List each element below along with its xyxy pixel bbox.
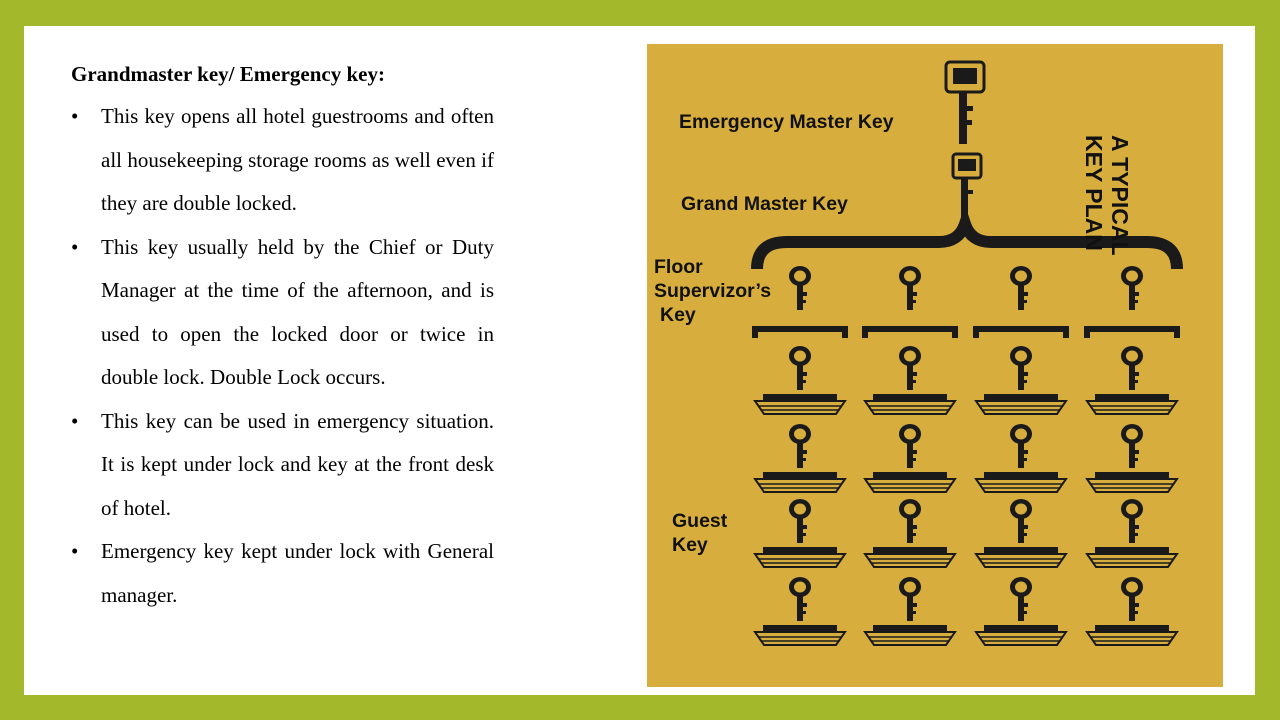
floor-supervisor-key-label [654, 255, 771, 327]
bullet-text: This key can be used in emergency situation. It is kept under lock and key at the front desk of hotel. [101, 408, 494, 520]
slide-heading: Grandmaster key/ Emergency key: [71, 62, 385, 86]
guest-key-holder [865, 547, 955, 567]
emergency-key-tooth [967, 120, 972, 125]
emergency-key-bow [953, 68, 977, 84]
guest-key-holder [755, 547, 845, 567]
bullet-list [71, 95, 494, 617]
grand-master-key-label: Grand Master Key [681, 193, 848, 215]
guest-key-icon [899, 499, 921, 543]
supervisor-brace [1087, 329, 1177, 338]
guest-key-holder [1087, 547, 1177, 567]
guest-key-icon [1121, 346, 1143, 390]
bullet-item [71, 530, 494, 617]
supervisor-brace [755, 329, 845, 338]
slide [24, 26, 1255, 695]
floor-label-line1: Floor [654, 256, 703, 278]
guest-key-holder [1087, 625, 1177, 645]
guest-key-icon [899, 577, 921, 621]
supervisor-brace [976, 329, 1066, 338]
guest-key-holder [976, 472, 1066, 492]
floor-label-line2: Supervizor’s [654, 280, 772, 302]
guest-key-holder [755, 625, 845, 645]
bullet-dot-icon: • [71, 539, 79, 563]
grand-key-bow [958, 159, 976, 171]
guest-label-line1: Guest [672, 510, 728, 532]
grand-key-tooth [968, 190, 973, 194]
bullet-item [71, 95, 494, 226]
guest-key-icon [899, 346, 921, 390]
guest-key-holder [976, 625, 1066, 645]
guest-key-holder [976, 394, 1066, 414]
bullet-dot-icon: • [71, 104, 79, 128]
guest-key-icon [1010, 346, 1032, 390]
bullet-dot-icon: • [71, 408, 79, 433]
guest-key-icon [1010, 424, 1032, 468]
guest-key-icon [899, 424, 921, 468]
guest-key-holder [976, 547, 1066, 567]
guest-key-icon [1121, 499, 1143, 543]
key-plan-figure [647, 44, 1223, 687]
guest-label-line2: Key [672, 534, 708, 556]
emergency-master-key-label: Emergency Master Key [679, 111, 894, 133]
guest-key-icon [1121, 424, 1143, 468]
guest-key-icon [789, 577, 811, 621]
guest-key-icon [789, 499, 811, 543]
bullet-dot-icon: • [71, 234, 79, 259]
floor-supervisor-key-icon [1121, 266, 1143, 310]
key-plan-diagram [647, 44, 1223, 687]
guest-key-icon [1010, 577, 1032, 621]
supervisor-brace [865, 329, 955, 338]
guest-key-holder [865, 625, 955, 645]
emergency-key-tooth [967, 106, 973, 111]
guest-key-icon [789, 346, 811, 390]
guest-key-holder [865, 472, 955, 492]
bullet-text: Emergency key kept under lock with General manager. [101, 539, 494, 607]
key-plan-title [1081, 135, 1133, 265]
guest-key-holder [1087, 394, 1177, 414]
floor-supervisor-key-icon [899, 266, 921, 310]
floor-supervisor-key-icon [1010, 266, 1032, 310]
title-line1: A TYPICAL [1107, 135, 1133, 256]
emergency-key-blade [959, 92, 967, 144]
guest-key-holder [865, 394, 955, 414]
guest-key-icon [1121, 577, 1143, 621]
guest-key-label [672, 509, 727, 557]
bullet-text: This key usually held by the Chief or Duty Manager at the time of the afternoon, and is used to open the locked door or twice in double lock. Double Lock occurs. [101, 234, 494, 389]
bullet-item [71, 226, 494, 400]
guest-key-holder [755, 394, 845, 414]
guest-key-icon [1010, 499, 1032, 543]
bullet-text: This key opens all hotel guestrooms and often all housekeeping storage rooms as well even if they are double locked. [101, 104, 494, 215]
guest-key-icon [789, 424, 811, 468]
bullet-item [71, 400, 494, 531]
guest-key-holder [1087, 472, 1177, 492]
floor-supervisor-key-icon [789, 266, 811, 310]
title-line2: KEY PLAN [1081, 135, 1107, 251]
floor-label-line3: Key [660, 304, 696, 326]
guest-key-holder [755, 472, 845, 492]
